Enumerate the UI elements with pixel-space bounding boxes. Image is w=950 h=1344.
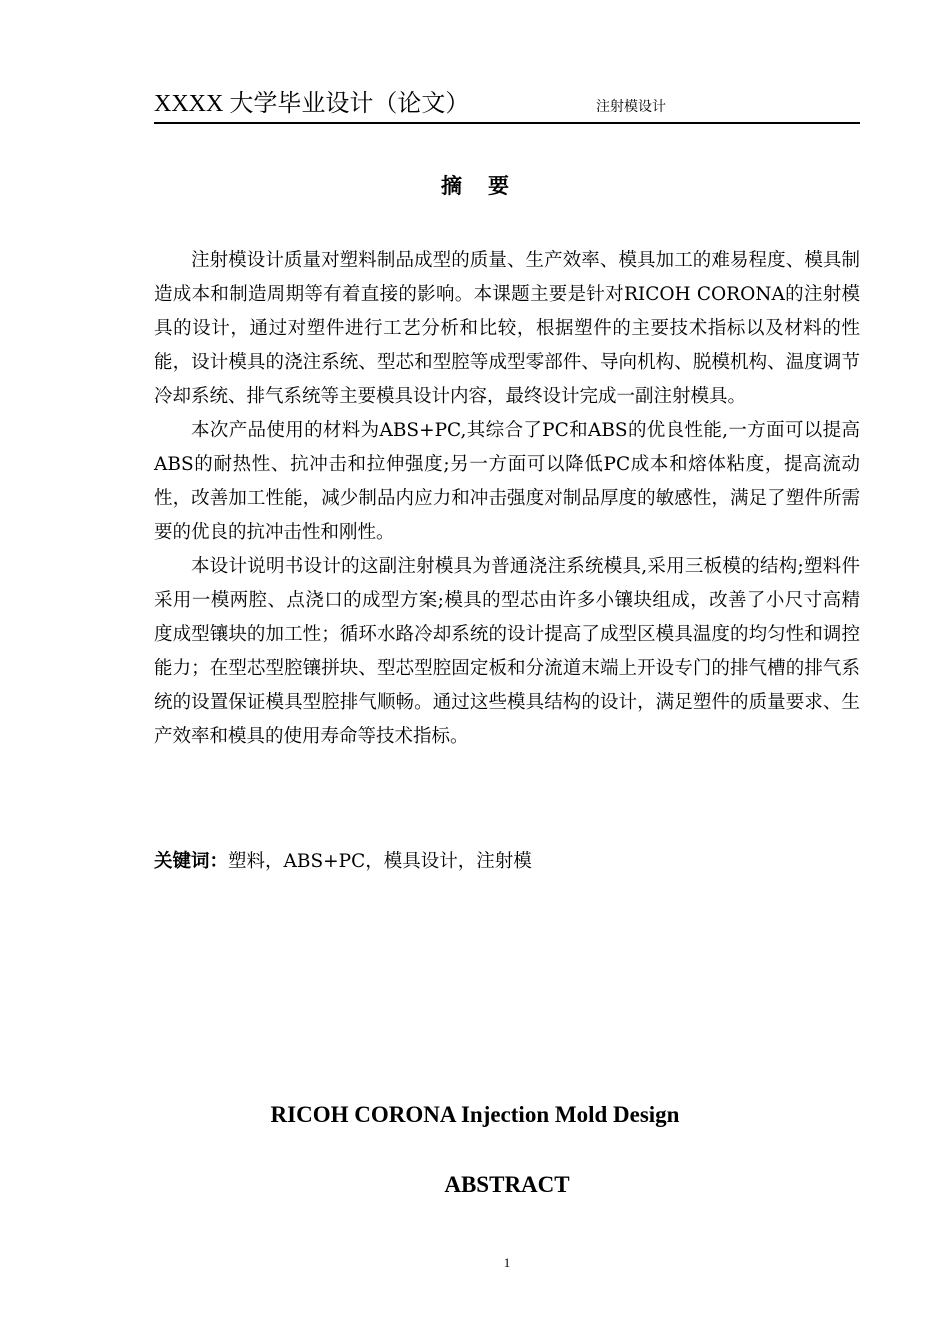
abstract-paragraph-2: 本次产品使用的材料为ABS+PC,其综合了PC和ABS的优良性能,一方面可以提高ABS的耐热性、抗冲击和拉伸强度;另一方面可以降低PC成本和熔体粘度，提高流动性，改善加工性能，减少制品内应力和冲击强度对制品厚度的敏感性，满足了塑件所需要的优良的抗冲击性和刚性。 bbox=[154, 420, 860, 543]
abstract-body bbox=[154, 244, 860, 754]
header-topic: 注射模设计 bbox=[596, 99, 666, 115]
english-abstract-heading: ABSTRACT bbox=[444, 1172, 570, 1197]
page-header bbox=[154, 88, 860, 124]
keywords-label: 关键词： bbox=[154, 851, 229, 872]
page-number: 1 bbox=[503, 1255, 511, 1270]
english-title: RICOH CORONA Injection Mold Design bbox=[270, 1102, 680, 1127]
keywords-value: 塑料，ABS+PC，模具设计，注射模 bbox=[228, 851, 532, 872]
abstract-heading: 摘要 bbox=[441, 174, 535, 198]
keywords-line bbox=[154, 848, 860, 876]
header-thesis-title: XXXX 大学毕业设计（论文） bbox=[154, 91, 470, 117]
abstract-paragraph-3: 本设计说明书设计的这副注射模具为普通浇注系统模具,采用三板模的结构;塑料件采用一模两腔、点浇口的成型方案;模具的型芯由许多小镶块组成，改善了小尺寸高精度成型镶块的加工性；循环水路冷却系统的设计提高了成型区模具温度的均匀性和调控能力；在型芯型腔镶拼块、型芯型腔固定板和分流道末端上开设专门的排气槽的排气系统的设置保证模具型腔排气顺畅。通过这些模具结构的设计，满足塑件的质量要求、生产效率和模具的使用寿命等技术指标。 bbox=[154, 556, 860, 747]
abstract-paragraph-1: 注射模设计质量对塑料制品成型的质量、生产效率、模具加工的难易程度、模具制造成本和制造周期等有着直接的影响。本课题主要是针对RICOH CORONA的注射模具的设计，通过对塑件进行工艺分析和比较，根据塑件的主要技术指标以及材料的性能，设计模具的浇注系统、型芯和型腔等成型零部件、导向机构、脱模机构、温度调节冷却系统、排气系统等主要模具设计内容，最终设计完成一副注射模具。 bbox=[154, 250, 860, 407]
